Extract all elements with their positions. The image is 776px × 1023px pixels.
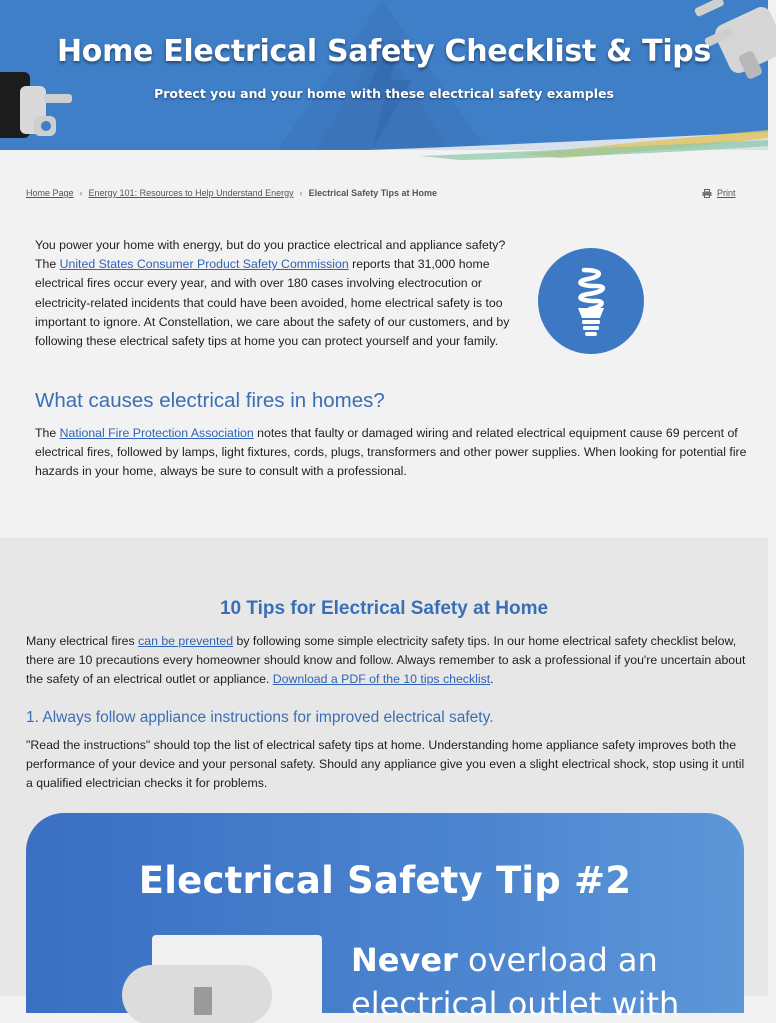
print-label: Print (717, 188, 736, 198)
infographic-title: Electrical Safety Tip #2 (138, 859, 632, 902)
print-link[interactable] (702, 188, 736, 198)
infographic-line1: Never overload an (351, 941, 658, 979)
hero-banner (0, 0, 768, 172)
tips-heading: 10 Tips for Electrical Safety at Home (219, 598, 549, 619)
fires-paragraph: The National Fire Protection Association notes that faulty or damaged wiring and related electrical equipment cause 69 percent of electrical fires, followed by lamps, light fixtures, cords, plugs, transformers and other power supplies. When looking for potential fire hazards in your home, always be sure to consult with a professional. (35, 426, 747, 479)
can-be-prevented-link[interactable]: can be prevented (138, 634, 234, 648)
hero-wave-graphic (0, 128, 768, 172)
fires-heading: What causes electrical fires in homes? (35, 389, 385, 412)
breadcrumb-home-link[interactable]: Home Page (26, 188, 74, 198)
lightbulb-icon (538, 248, 644, 354)
page-title: Home Electrical Safety Checklist & Tips (56, 34, 712, 69)
breadcrumb-separator: ‹ (299, 188, 303, 198)
cpsc-link[interactable]: United States Consumer Product Safety Commission (59, 257, 349, 272)
download-pdf-link[interactable]: Download a PDF of the 10 tips checklist (272, 672, 491, 687)
safety-tip-infographic (26, 813, 744, 1023)
tip1-paragraph: "Read the instructions" should top the list of electrical safety tips at home. Understanding home appliance safety improves both the performance of your device and your personal safety. Should any appliance give you even a slight electrical shock, stop using it until a qualified electrician checks it for problems. (26, 738, 745, 791)
lightbulb-badge (538, 248, 644, 354)
intro-paragraph: You power your home with energy, but do you practice electrical and appliance safety? The United States Consumer Product Safety Commission reports that 31,000 home electrical fires occur every year, and with over 180 cases involving electrocution or electricity-related incidents that could have been avoided, home electrical safety is too important to ignore. At Constellation, we care about the safety of our customers, and by following these electrical safety tips at home you can protect yourself and your family. (35, 238, 510, 349)
nfpa-link[interactable]: National Fire Protection Association (59, 426, 254, 440)
breadcrumb (26, 188, 437, 198)
breadcrumb-energy101-link[interactable]: Energy 101: Resources to Help Understand Energy (88, 188, 294, 198)
tips-paragraph: Many electrical fires can be prevented by following some simple electricity safety tips. In our home electrical safety checklist below, there are 10 precautions every homeowner should know and follow. Always remember to ask a professional if you're uncertain about the safety of an electrical outlet or appliance. Download a PDF of the 10 tips checklist. (26, 634, 746, 687)
page-subtitle: Protect you and your home with these electrical safety examples (154, 86, 614, 101)
tip1-heading: 1. Always follow appliance instructions for improved electrical safety. (26, 709, 494, 726)
breadcrumb-current: Electrical Safety Tips at Home (308, 188, 438, 198)
printer-icon (702, 189, 712, 198)
outlet-icon (122, 935, 322, 1015)
breadcrumb-separator: ‹ (79, 188, 83, 198)
infographic-line2: electrical outlet with (351, 985, 680, 1023)
